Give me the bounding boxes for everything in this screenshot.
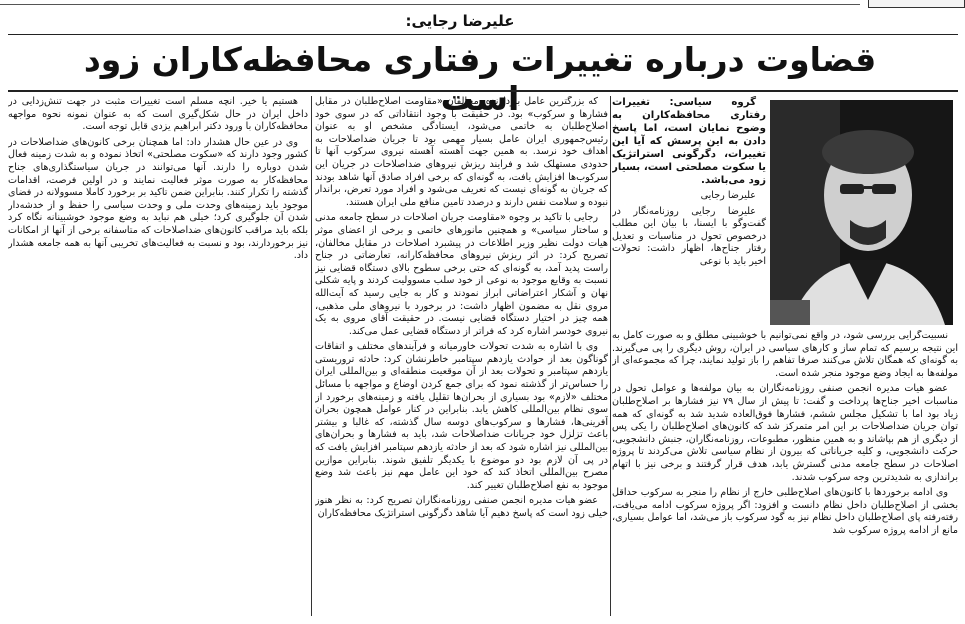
wide-paragraph-2: عضو هیات مدیره انجمن صنفی روزنامه‌نگاران به بیان مولفه‌ها و عوامل تحول در مناسبات اخیر جناح‌ها پرداخت و گفت: تا پیش از سال ۷۹ نیز فشارها بر اصلاح‌طلبان زیاد بود اما با تشکیل مجلس ششم، فشارها فوق‌العاده شدید شد به گونه‌ای که همه توان جریان ضداصلاحات بر این امر متمرکز شد که کانون‌های اصلاح‌طلبان را یکی پس از دیگری از هم بپاشاند و به همین منظور، مطبوعات، روزنامه‌نگاران، جنبش دانشجویی، حرکت دانشجویی، و کلیه جریاناتی که بیرون از نظام سیاسی تلاش می‌کردند تا پروژه اصلاحات در سطح جامعه مدنی گسترش یابد، هدف قرار گرفتند و برخی نیز با اتهام براندازی به شدیدترین وجه سرکوب شدند.	[612, 383, 958, 483]
lead-column	[612, 96, 766, 328]
col-c-paragraph-1: که بزرگترین عامل بازدارنده، مخالفان «مقاومت اصلاح‌طلبان در مقابل فشارها و سرکوب» بود. در حقیقت با وجود انتقاداتی که در سوی خود اصلاح‌طلبان به خاتمی می‌شود، ایستادگی مشخص او به عنوان رئیس‌جمهوری ایران عامل بسیار مهمی بود تا جریان ضداصلاحات به اهداف خود نرسد. به همین جهت آهسته آهسته نیروی سرکوب آنها تا حدودی مستهلک شد و فرایند ریزش نیروهای ضداصلاحات در جریان این سرکوب‌ها افزایش یافت، به گونه‌ای که برخی افراد صادق آنها شاهد بودند که جریان به گونه‌ای نیست که تعریف می‌شود و افراد مورد تعرض، براندار نبوده و سلامت نفس دارند و درصدد تامین منافع ملی ایران هستند.	[315, 96, 608, 208]
top-border	[0, 0, 965, 10]
headline: قضاوت درباره تغییرات رفتاری محافظه‌کاران زود است	[83, 40, 877, 118]
kicker-rule	[8, 34, 958, 35]
wide-paragraph-3: وی ادامه برخوردها با کانون‌های اصلاح‌طلبی خارج از نظام را منجر به سرکوب حداقل بخشی از اصلاح‌طلبان داخل نظام دانست و افزود: اگر پروژه سرکوب ادامه می‌یافت، رفته‌رفته پای اصلاح‌طلبان داخل نظام نیز به گود سرکوب باز می‌شد، اما عوامل بسیاری، مانع از ادامه پروژه سرکوب شد	[612, 487, 958, 536]
col-d-paragraph-1: هستیم یا خیر. آنچه مسلم است تغییرات مثبت در جهت تنش‌زدایی در داخل ایران در حال شکل‌گیری است که به عنوان نمونه نحوه مواجهه محافظه‌کاران با ورود دکتر ابراهیم یزدی قابل توجه است.	[8, 96, 308, 133]
top-rule	[0, 4, 860, 5]
col-d-paragraph-2: وی در عین حال هشدار داد: اما همچنان برخی کانون‌های ضداصلاحات در کشور وجود دارند که «سکوت مصلحتی» اتخاذ نموده و به شدت زمینه فعال شدن دوباره را دارند. آنها می‌توانند در جریان سیاستگذاری‌های جناح محافظه‌کار به صورت موثر فعالیت نمایند و در اولین فرصت، اقدامات گذشته را تکرار کنند. بنابراین ضمن تاکید بر برخورد کاملا مسوولانه در فضای موجود باید زمینه‌های وحدت ملی و وحدت سیاسی را حفظ و از خدشه‌دار شدن آن جلوگیری کرد؛ خیلی هم نباید به وضع موجود خوشبینانه نگاه کرد بلکه باید مراقب کانون‌های ضداصلاحات که متاسفانه برخی از آنها از امکانات نیز برخوردارند، بود و نسبت به فعالیت‌های تخریبی آنها به همه جامعه هشدار داد.	[8, 136, 308, 262]
column-divider-1	[610, 96, 611, 616]
middle-column	[315, 96, 608, 616]
byline-name: علیرضا رجایی	[700, 190, 756, 201]
left-column	[8, 96, 308, 296]
lead-paragraph: گروه سیاسی: تغییرات رفتاری محافظه‌کاران به وضوح نمایان است، اما پاسخ دادن به این پرسش که آیا این تغییرات، دگرگونی استراتژیک یا سکوت مصلحتی است، بسیار زود می‌باشد.	[612, 97, 766, 186]
lower-right-block	[612, 330, 958, 620]
col-c-paragraph-3: وی با اشاره به شدت تحولات خاورمیانه و فرآیندهای مختلف و اتفاقات گوناگون بعد از حوادث یازدهم سپتامبر خاطرنشان کرد: حادثه تروریستی یازدهم سپتامبر و تحولات بعد از آن موقعیت منطقه‌ای و بین‌المللی ایران را حساس‌تر از گذشته نمود که برای جمع کردن اوضاع و مواجهه با مسائل مختلف «لازم» بود بسیاری از بحران‌ها تقلیل یافته و زمینه‌های برخورد از سوی نظام بین‌المللی کاهش یابد. بنابراین در کنار عوامل همچون بحران آفرینی‌ها، فشارها و سرکوب‌های دوسه سال گذشته، که غالبا و بیشتر باعث تزلزل خود جریانات ضداصلاحات شد، باید به فشارها و بحران‌های بین‌المللی نیز اشاره شود که بعد از حادثه یازدهم سپتامبر افزایش یافت که در پی آن لازم بود دو موضوع با یکدیگر تلفیق شوند. بنابراین موازین مصرح بین‌المللی اتخاذ کند که خود این عامل مهم نیز باعث شد وضع موجود به نفع اصلاح‌طلبان تغییر کند.	[315, 341, 608, 491]
portrait-image	[770, 100, 953, 325]
col-c-paragraph-2: رجایی با تاکید بر وجوه «مقاومت جریان اصلاحات در سطح جامعه مدنی و ساختار سیاسی» و همچنین مانورهای خاتمی و برخی از اعضای موثر هیات دولت نظیر وزیر اطلاعات در پیشبرد اصلاحات در مقابل مخالفان، تصریح کرد: در اثر ریزش نیروهای محافظه‌کارانه، تعارضاتی در جناح راست پدید آمد، به گونه‌ای که حتی برخی سطوح بالای دستگاه قضایی نیز نسبت به وقایع موجود به نوعی از خود سلب مسوولیت کردند و پایه شکلی نهان و آشکار اعتراضاتی ابراز نمودند و کار به جایی رسید که آیت‌الله مروی نقل به مضمون اظهار داشت: در برخورد با نیروهای ملی مذهبی، همه چیز در اختیار دستگاه قضایی نیست. در حقیقت آقای مروی به یک نیروی خودسر اشاره کرد که فراتر از دستگاه قضایی عمل می‌کند.	[315, 212, 608, 337]
wide-paragraph-1: نسبیت‌گرایی بررسی شود، در واقع نمی‌توانیم با خوشبینی مطلق و به صورت کامل به این نتیجه برسیم که تمام ساز و کارهای سیاسی در ایران، روش دیگری را پی می‌گیرند. به گونه‌ای که همگان تلاش می‌کنند صرفا تفاهم را باز تولید نمایند، چرا که مجموعه‌ای از مولفه‌ها به ایجاد وضع موجود منجر شده است.	[612, 330, 958, 379]
portrait-photo	[770, 100, 953, 325]
corner-box	[868, 0, 965, 8]
column-divider-2	[311, 96, 312, 616]
col-c-paragraph-4: عضو هیات مدیره انجمن صنفی روزنامه‌نگاران تصریح کرد: به نظر هنوز خیلی زود است که پاسخ دهیم آیا شاهد دگرگونی استراتژیک محافظه‌کاران	[315, 495, 608, 519]
headline-rule	[8, 90, 958, 92]
author-kicker: علیرضا رجایی:	[405, 12, 515, 30]
col-b-paragraph-1: علیرضا رجایی روزنامه‌نگار در گفت‌وگو با ایسنا، با بیان این مطلب درخصوص تحول در مناسبات و تعدیل رفتار جناح‌ها، اظهار داشت: تحولات اخیر باید با نوعی	[612, 205, 766, 267]
